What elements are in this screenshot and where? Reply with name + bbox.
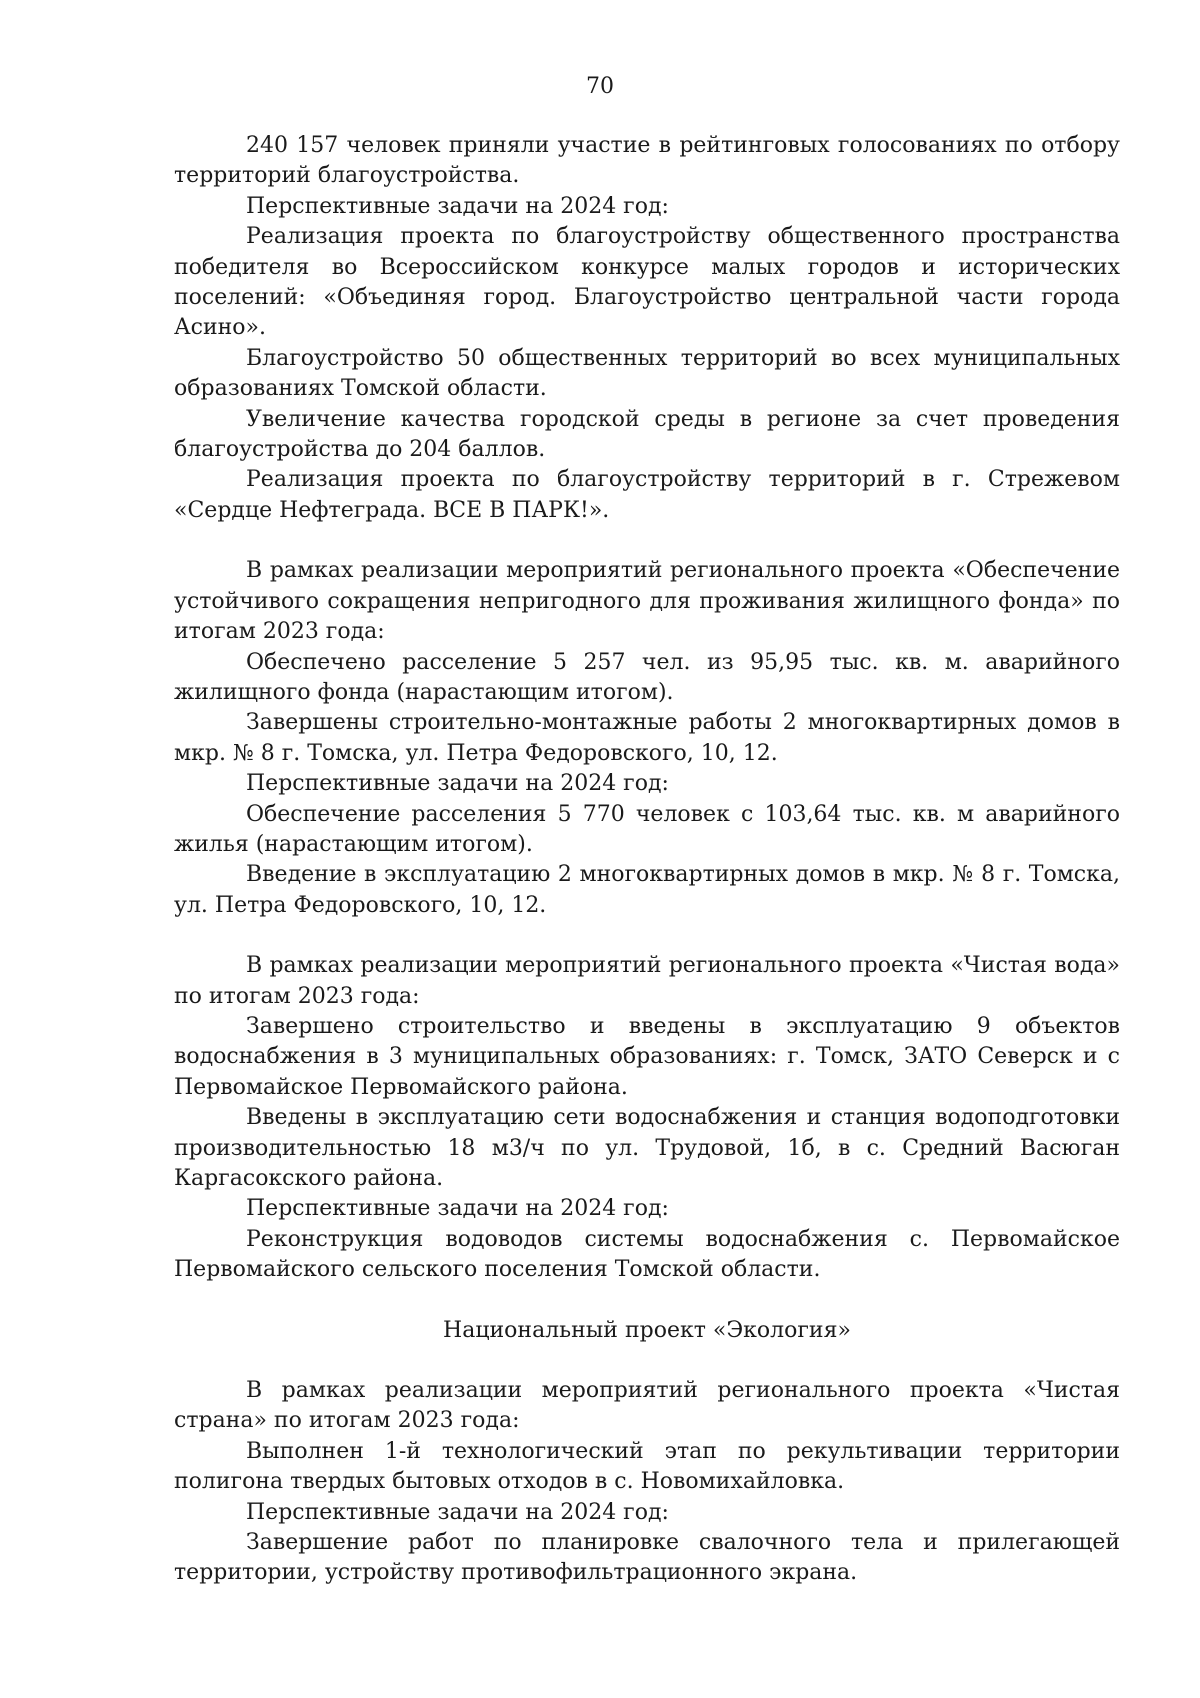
document-body (174, 131, 1120, 1589)
paragraph: В рамках реализации мероприятий регионального проекта «Чистая страна» по итогам 2023 года: (174, 1378, 1120, 1434)
paragraph: Завершены строительно-монтажные работы 2 многоквартирных домов в мкр. № 8 г. Томска, ул. Петра Федоровского, 10, 12. (174, 710, 1120, 766)
paragraph: Перспективные задачи на 2024 год: (246, 771, 669, 797)
paragraph: Перспективные задачи на 2024 год: (246, 193, 669, 219)
paragraph: Введение в эксплуатацию 2 многоквартирных домов в мкр. № 8 г. Томска, ул. Петра Федоровского, 10, 12. (174, 862, 1120, 918)
paragraph: Завершено строительство и введены в эксплуатацию 9 объектов водоснабжения в 3 муниципальных образованиях: г. Томск, ЗАТО Северск и с Первомайское Первомайского района. (174, 1013, 1120, 1100)
paragraph: Реализация проекта по благоустройству общественного пространства победителя во Всероссийском конкурсе малых городов и исторических поселений: «Объединяя город. Благоустройство центральной части города Асино». (174, 224, 1120, 341)
paragraph: Реализация проекта по благоустройству территорий в г. Стрежевом «Сердце Нефтеграда. ВСЕ В ПАРК!». (174, 467, 1120, 523)
paragraph: В рамках реализации мероприятий регионального проекта «Обеспечение устойчивого сокращения непригодного для проживания жилищного фонда» по итогам 2023 года: (174, 558, 1120, 645)
paragraph: Завершение работ по планировке свалочного тела и прилегающей территории, устройству противофильтрационного экрана. (174, 1530, 1120, 1586)
paragraph: 240 157 человек приняли участие в рейтинговых голосованиях по отбору территорий благоустройства. (174, 133, 1120, 189)
paragraph: Обеспечение расселения 5 770 человек с 103,64 тыс. кв. м аварийного жилья (нарастающим итогом). (174, 801, 1120, 857)
paragraph: Благоустройство 50 общественных территорий во всех муниципальных образованиях Томской области. (174, 345, 1120, 402)
paragraph: Выполнен 1-й технологический этап по рекультивации территории полигона твердых бытовых отходов в с. Новомихайловка. (174, 1438, 1120, 1495)
section-heading: Национальный проект «Экология» (443, 1317, 851, 1343)
paragraph: Реконструкция водоводов системы водоснабжения с. Первомайское Первомайского сельского поселения Томской области. (174, 1226, 1120, 1283)
paragraph: Перспективные задачи на 2024 год: (246, 1196, 669, 1222)
paragraph: Обеспечено расселение 5 257 чел. из 95,95 тыс. кв. м. аварийного жилищного фонда (нарастающим итогом). (174, 649, 1120, 705)
paragraph: Увеличение качества городской среды в регионе за счет проведения благоустройства до 204 баллов. (174, 406, 1120, 463)
paragraph: В рамках реализации мероприятий регионального проекта «Чистая вода» по итогам 2023 года: (174, 953, 1120, 1009)
paragraph: Перспективные задачи на 2024 год: (246, 1499, 669, 1525)
paragraph: Введены в эксплуатацию сети водоснабжения и станция водоподготовки производительностью 18 м3/ч по ул. Трудовой, 1б, в с. Средний Васюган Каргасокского района. (174, 1105, 1120, 1191)
page-number: 70 (586, 74, 614, 99)
